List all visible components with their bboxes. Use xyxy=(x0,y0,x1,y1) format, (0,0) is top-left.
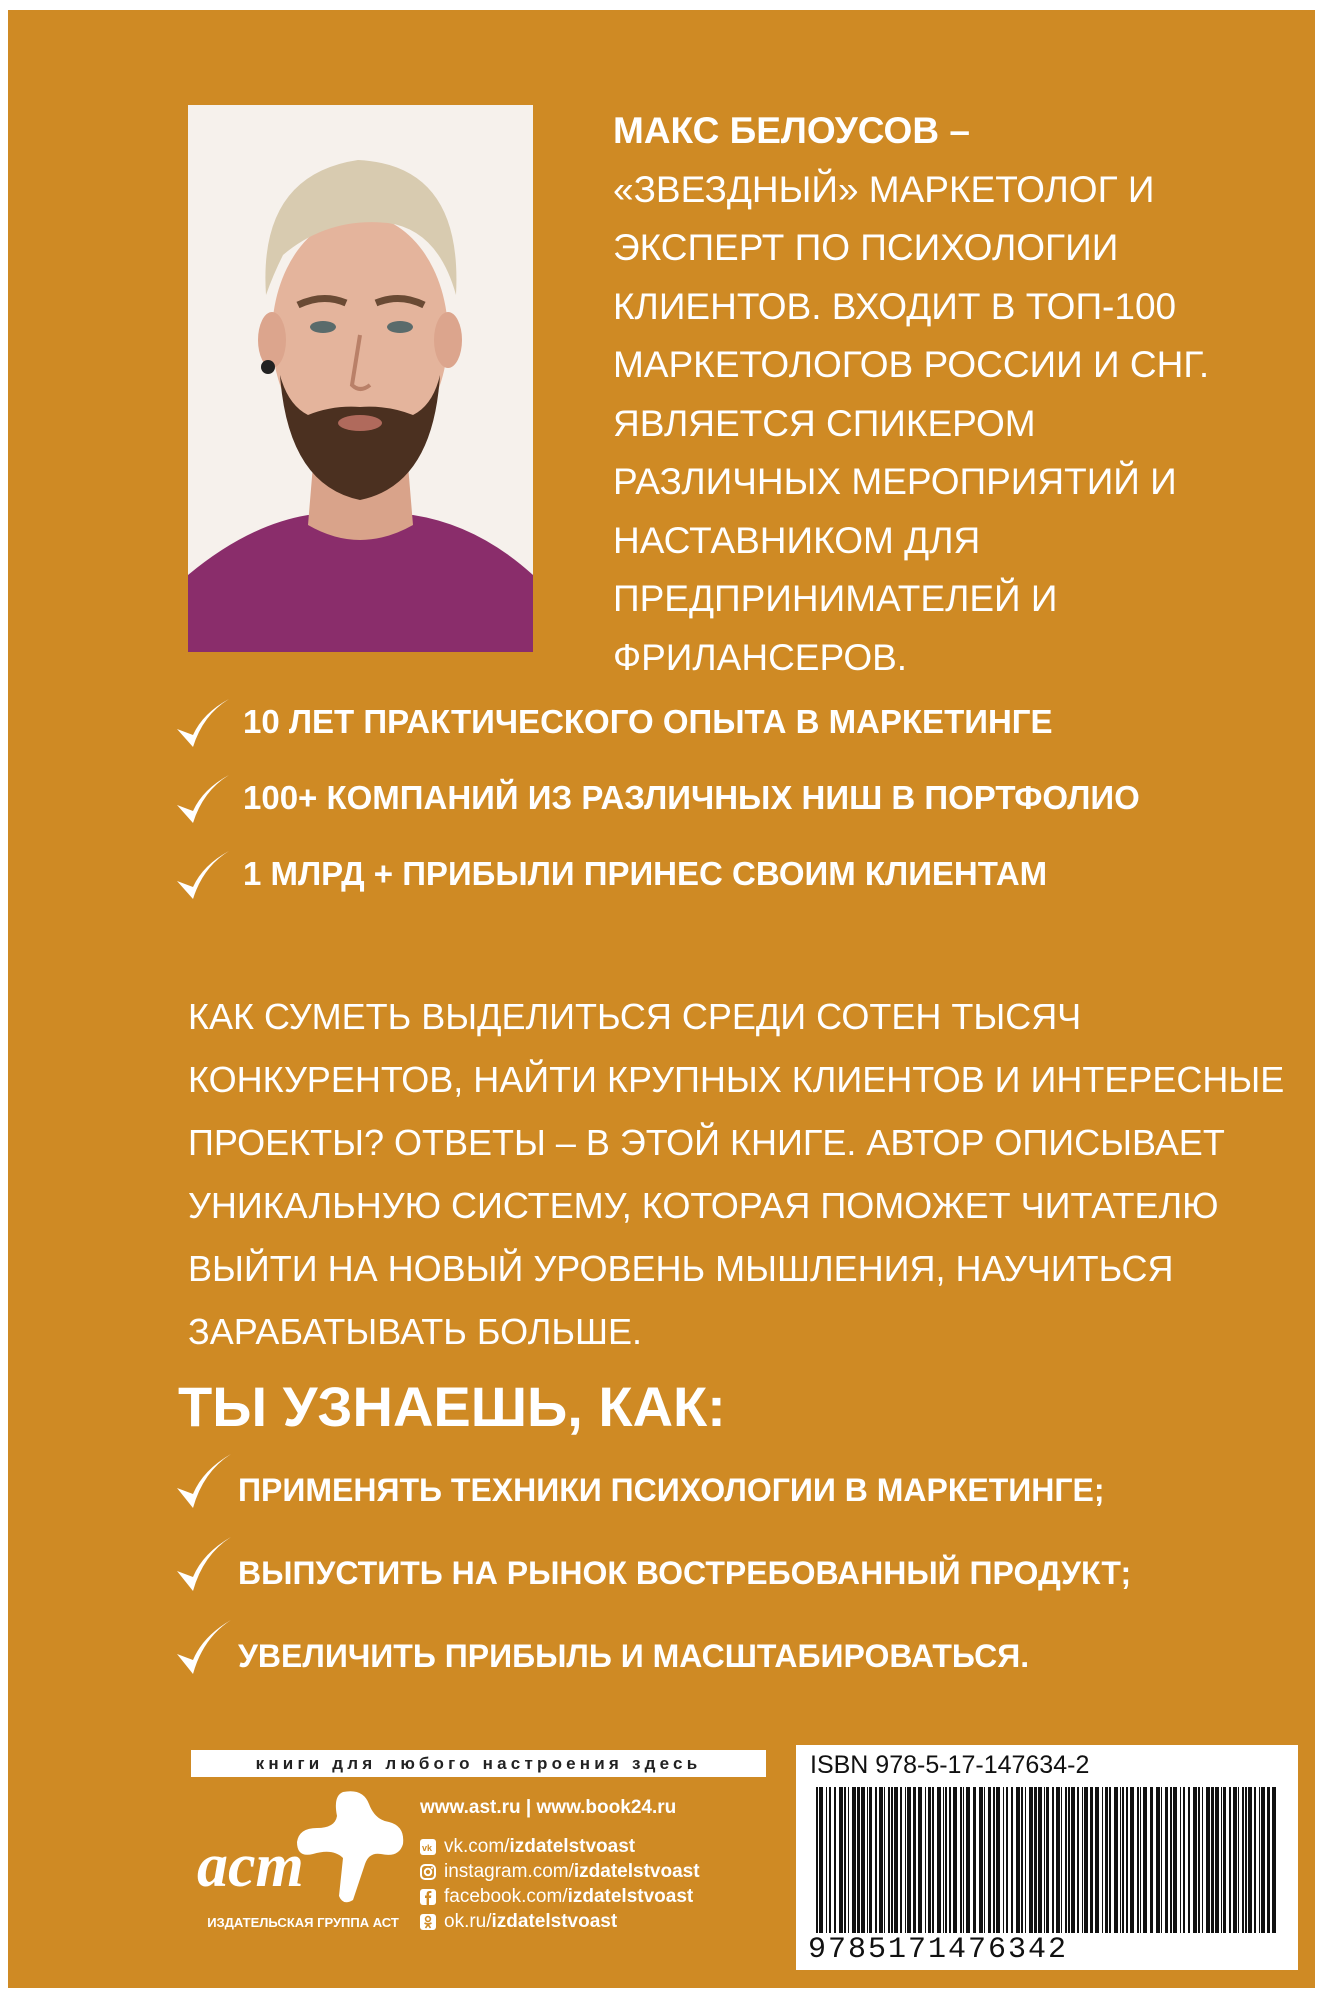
barcode-bar xyxy=(844,1787,846,1933)
barcode-bar xyxy=(1254,1787,1256,1933)
barcode-bar xyxy=(826,1787,827,1933)
checkmark-icon xyxy=(173,771,233,831)
learn-item-text: ВЫПУСТИТЬ НА РЫНОК ВОСТРЕБОВАННЫЙ ПРОДУКТ; xyxy=(238,1555,1132,1591)
barcode-bar xyxy=(1215,1787,1219,1933)
barcode-bar xyxy=(1242,1787,1244,1933)
barcode-bar xyxy=(848,1787,849,1933)
barcode-bar xyxy=(949,1787,951,1933)
barcode-bar xyxy=(1077,1787,1079,1933)
author-name: МАКС БЕЛОУСОВ – xyxy=(613,110,970,151)
barcode-bar xyxy=(1259,1787,1260,1933)
bio-line: МАРКЕТОЛОГОВ РОССИИ И СНГ. xyxy=(613,344,1210,385)
barcode-bar xyxy=(1102,1787,1103,1933)
barcode-bar xyxy=(918,1787,922,1933)
barcode-bar xyxy=(852,1787,856,1933)
checkmark-icon xyxy=(173,1533,235,1597)
barcode-bar xyxy=(945,1787,947,1933)
barcode-bar xyxy=(928,1787,931,1933)
barcode-bar xyxy=(1173,1787,1177,1933)
barcode-bar xyxy=(1061,1787,1062,1933)
barcode-bar xyxy=(907,1787,911,1933)
description-line: УНИКАЛЬНУЮ СИСТЕМУ, КОТОРАЯ ПОМОЖЕТ ЧИТАТЕЛЮ xyxy=(188,1185,1219,1226)
barcode-bar xyxy=(925,1787,926,1933)
barcode-bar xyxy=(816,1787,818,1933)
barcode-bar xyxy=(900,1787,902,1933)
barcode-bar xyxy=(839,1787,843,1933)
instagram-icon xyxy=(420,1864,436,1880)
barcode-bar xyxy=(1229,1787,1231,1933)
barcode-bar xyxy=(857,1787,860,1933)
checkmark-icon xyxy=(173,1616,235,1680)
barcode-bar xyxy=(1065,1787,1067,1933)
barcode-bar xyxy=(834,1787,836,1933)
barcode-bar xyxy=(1193,1787,1197,1933)
facebook-icon xyxy=(420,1889,436,1905)
barcode-bar xyxy=(1052,1787,1054,1933)
svg-text:vk: vk xyxy=(422,1843,433,1853)
barcode-bar xyxy=(1056,1787,1060,1933)
barcode-bar xyxy=(1016,1787,1020,1933)
barcode-bar xyxy=(993,1787,995,1933)
isbn-number: ISBN 978-5-17-147634-2 xyxy=(810,1751,1090,1779)
social-prefix: facebook.com/ xyxy=(444,1886,568,1907)
barcode-bar xyxy=(963,1787,964,1933)
social-handle: izdatelstvoast xyxy=(567,1886,694,1907)
bio-line: ПРЕДПРИНИМАТЕЛЕЙ И xyxy=(613,578,1058,619)
barcode-bar xyxy=(1006,1787,1008,1933)
barcode-bar xyxy=(1238,1787,1239,1933)
barcode-bar xyxy=(1034,1787,1037,1933)
barcode-bar xyxy=(1120,1787,1121,1933)
author-photo xyxy=(188,105,533,652)
barcode-bar xyxy=(1188,1787,1190,1933)
barcode-bar xyxy=(1140,1787,1141,1933)
social-prefix: instagram.com/ xyxy=(444,1861,574,1882)
barcode-bar xyxy=(1082,1787,1083,1933)
barcode-bar xyxy=(884,1787,885,1933)
barcode-bar xyxy=(979,1787,983,1933)
barcode-bar xyxy=(1183,1787,1185,1933)
barcode-bar xyxy=(960,1787,962,1933)
barcode-bar xyxy=(1180,1787,1181,1933)
learn-item-text: ПРИМЕНЯТЬ ТЕХНИКИ ПСИХОЛОГИИ В МАРКЕТИНГЕ; xyxy=(238,1472,1105,1508)
barcode-bar xyxy=(1038,1787,1042,1933)
barcode-bar xyxy=(894,1787,898,1933)
bio-line: ФРИЛАНСЕРОВ. xyxy=(613,636,908,678)
barcode-bar xyxy=(1003,1787,1004,1933)
book-description xyxy=(188,985,1285,1363)
tagline-banner: книги для любого настроения здесь xyxy=(191,1750,766,1777)
barcode-bar xyxy=(1044,1787,1045,1933)
barcode-bar xyxy=(1090,1787,1093,1933)
barcode-bar xyxy=(1150,1787,1153,1933)
barcode-bar xyxy=(1206,1787,1210,1933)
bio-line: ЭКСПЕРТ ПО ПСИХОЛОГИИ xyxy=(613,227,1119,268)
vk-icon xyxy=(420,1839,436,1855)
barcode-bar xyxy=(905,1787,906,1933)
barcode-bar xyxy=(984,1787,985,1933)
barcode-bar xyxy=(1105,1787,1108,1933)
barcode-bar xyxy=(1261,1787,1265,1933)
odnoklassniki-icon xyxy=(420,1914,436,1930)
barcode-bar xyxy=(913,1787,916,1933)
barcode-bar xyxy=(1126,1787,1128,1933)
description-line: КАК СУМЕТЬ ВЫДЕЛИТЬСЯ СРЕДИ СОТЕН ТЫСЯЧ xyxy=(188,996,1082,1037)
description-line: КОНКУРЕНТОВ, НАЙТИ КРУПНЫХ КЛИЕНТОВ И ИНТЕРЕСНЫЕ xyxy=(188,1059,1285,1100)
barcode-bar xyxy=(819,1787,823,1933)
achievement-text: 10 ЛЕТ ПРАКТИЧЕСКОГО ОПЫТА В МАРКЕТИНГЕ xyxy=(243,703,1053,740)
barcode-bar xyxy=(1221,1787,1222,1933)
barcode-bar xyxy=(1143,1787,1147,1933)
checkmark-icon xyxy=(173,847,233,907)
description-line: ВЫЙТИ НА НОВЫЙ УРОВЕНЬ МЫШЛЕНИЯ, НАУЧИТЬСЯ xyxy=(188,1248,1174,1289)
barcode-bar xyxy=(1122,1787,1124,1933)
publisher-logo xyxy=(193,1788,408,1908)
publisher-name: ИЗДАТЕЛЬСКАЯ ГРУППА АСТ xyxy=(207,1915,399,1930)
barcode-bar xyxy=(861,1787,865,1933)
barcode-bar xyxy=(891,1787,893,1933)
barcode-bar xyxy=(1170,1787,1172,1933)
bio-line: «ЗВЕЗДНЫЙ» МАРКЕТОЛОГ И xyxy=(613,168,1155,210)
barcode xyxy=(816,1787,1278,1933)
barcode-bar xyxy=(829,1787,831,1933)
social-prefix: vk.com/ xyxy=(444,1836,510,1857)
barcode-bar xyxy=(943,1787,944,1933)
barcode-bar xyxy=(1114,1787,1118,1933)
barcode-bar xyxy=(1021,1787,1023,1933)
achievement-text: 1 МЛРД + ПРИБЫЛИ ПРИНЕС СВОИМ КЛИЕНТАМ xyxy=(243,855,1048,892)
checkmark-icon xyxy=(173,1450,235,1514)
author-bio xyxy=(613,102,1210,687)
book-back-cover xyxy=(8,10,1315,1988)
barcode-bar xyxy=(1130,1787,1134,1933)
barcode-bar xyxy=(1137,1787,1139,1933)
barcode-bar xyxy=(888,1787,890,1933)
description-line: ПРОЕКТЫ? ОТВЕТЫ – В ЭТОЙ КНИГЕ. АВТОР ОПИСЫВАЕТ xyxy=(188,1122,1225,1163)
checkmark-icon xyxy=(173,695,233,755)
barcode-bar xyxy=(1233,1787,1237,1933)
barcode-bar xyxy=(1084,1787,1088,1933)
barcode-bar xyxy=(869,1787,872,1933)
barcode-bar xyxy=(1202,1787,1203,1933)
bio-line: ЯВЛЯЕТСЯ СПИКЕРОМ xyxy=(613,402,1036,444)
barcode-digits: 9785171476342 xyxy=(808,1933,1069,1967)
barcode-bar xyxy=(1165,1787,1168,1933)
learn-heading: ТЫ УЗНАЕШЬ, КАК: xyxy=(178,1375,726,1438)
barcode-bar xyxy=(937,1787,941,1933)
barcode-bar xyxy=(1223,1787,1226,1933)
social-handle: izdatelstvoast xyxy=(573,1861,700,1882)
barcode-bar xyxy=(988,1787,991,1933)
learn-item-text: УВЕЛИЧИТЬ ПРИБЫЛЬ И МАСШТАБИРОВАТЬСЯ. xyxy=(238,1638,1030,1674)
barcode-bar xyxy=(879,1787,883,1933)
barcode-bar xyxy=(1198,1787,1200,1933)
social-handle: izdatelstvoast xyxy=(509,1836,636,1857)
barcode-bar xyxy=(1248,1787,1252,1933)
barcode-bar xyxy=(1156,1787,1160,1933)
barcode-bar xyxy=(867,1787,868,1933)
bio-line: РАЗЛИЧНЫХ МЕРОПРИЯТИЙ И xyxy=(613,461,1177,502)
barcode-bar xyxy=(1068,1787,1070,1933)
barcode-bar xyxy=(996,1787,1000,1933)
barcode-bar xyxy=(953,1787,957,1933)
bio-line: НАСТАВНИКОМ ДЛЯ xyxy=(613,519,981,561)
barcode-bar xyxy=(1095,1787,1099,1933)
barcode-bar xyxy=(1029,1787,1033,1933)
achievement-text: 100+ КОМПАНИЙ ИЗ РАЗЛИЧНЫХ НИШ В ПОРТФОЛИО xyxy=(243,779,1140,816)
bio-line: КЛИЕНТОВ. ВХОДИТ В ТОП-100 xyxy=(613,285,1177,327)
barcode-bar xyxy=(1109,1787,1111,1933)
barcode-bar xyxy=(973,1787,976,1933)
social-prefix: ok.ru/ xyxy=(444,1911,492,1932)
logo-wordmark: аст xyxy=(197,1832,304,1900)
barcode-bar xyxy=(932,1787,934,1933)
barcode-bar xyxy=(966,1787,970,1933)
barcode-bar xyxy=(1011,1787,1013,1933)
barcode-bar xyxy=(1025,1787,1026,1933)
social-handle: izdatelstvoast xyxy=(491,1911,618,1932)
barcode-bar xyxy=(875,1787,877,1933)
barcode-bar xyxy=(1211,1787,1214,1933)
description-line: ЗАРАБАТЫВАТЬ БОЛЬШЕ. xyxy=(188,1311,642,1352)
website-links[interactable]: www.ast.ru | www.book24.ru xyxy=(420,1797,677,1818)
barcode-bar xyxy=(1161,1787,1162,1933)
barcode-bar xyxy=(1267,1787,1270,1933)
barcode-bar xyxy=(1071,1787,1075,1933)
barcode-bar xyxy=(1272,1787,1276,1933)
barcode-bar xyxy=(1046,1787,1049,1933)
barcode-bar xyxy=(1245,1787,1247,1933)
isbn-barcode-panel xyxy=(796,1745,1298,1970)
